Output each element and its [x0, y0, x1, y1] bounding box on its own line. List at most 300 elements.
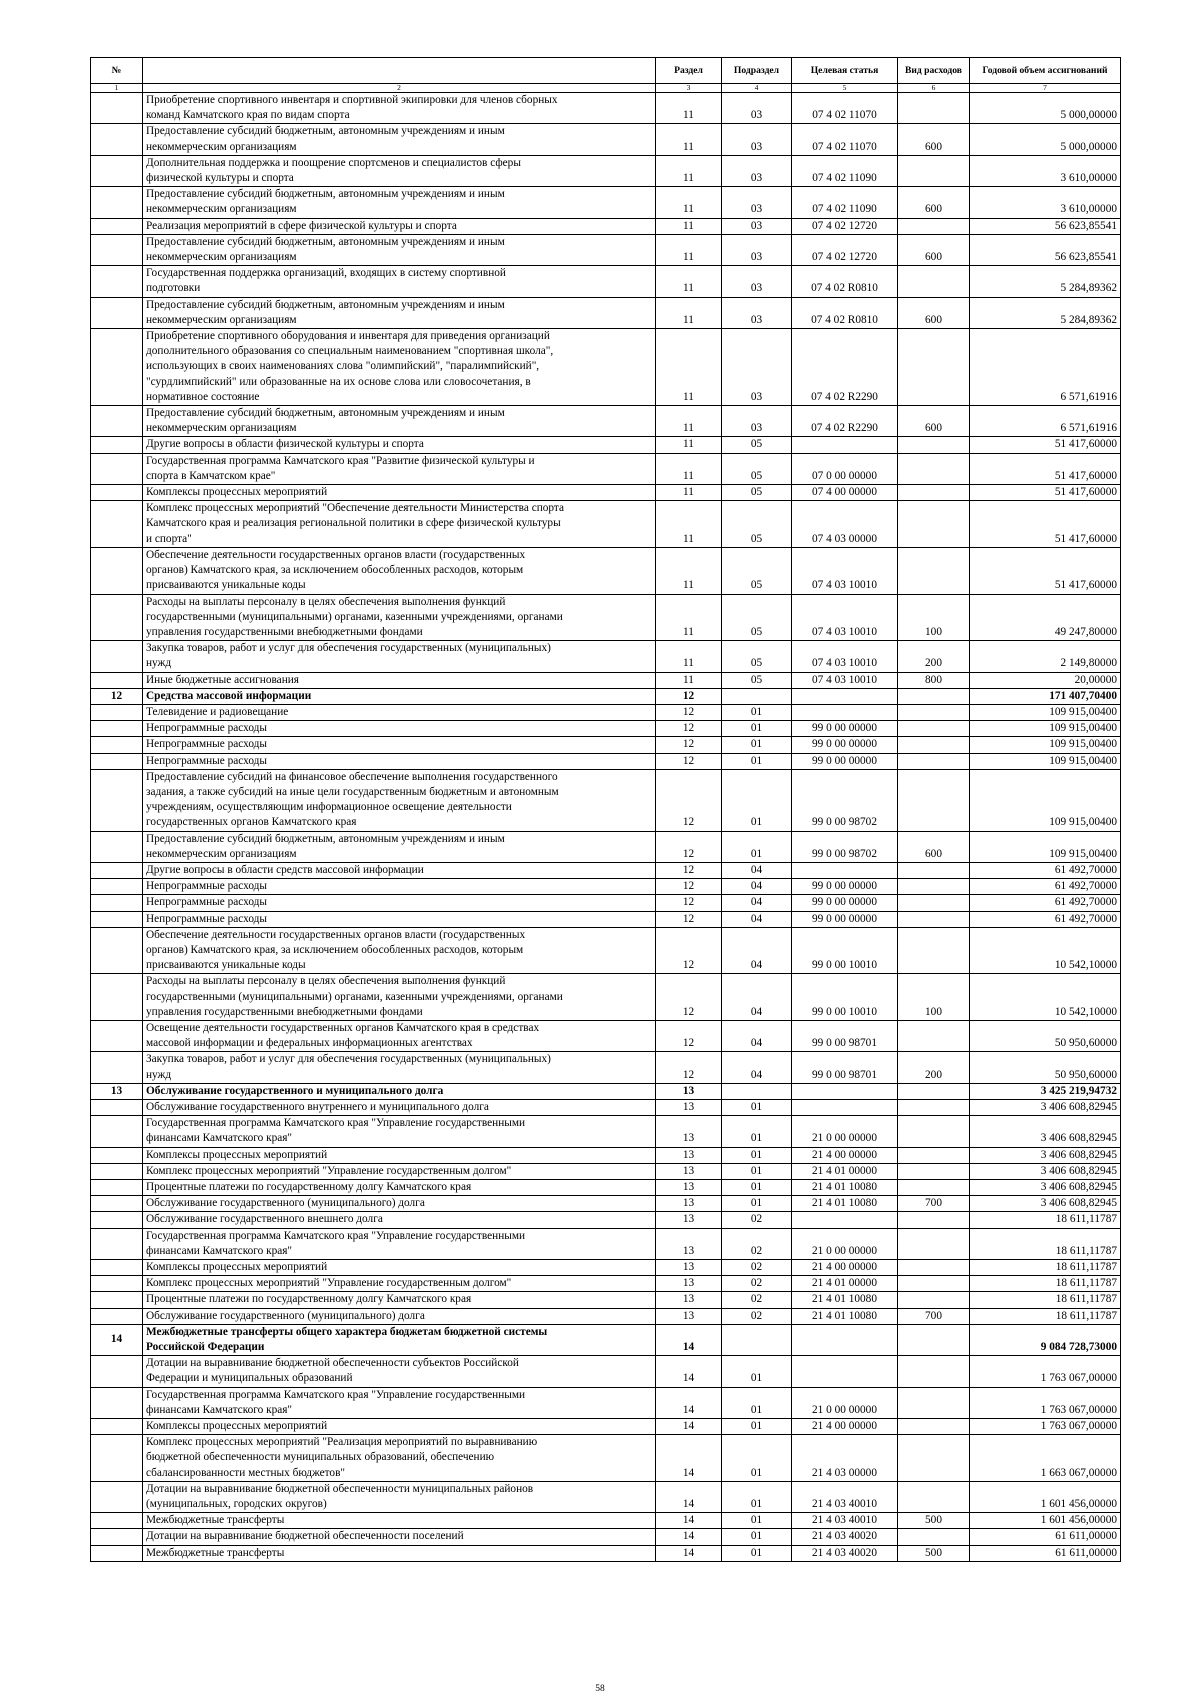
row-number	[91, 911, 143, 927]
row-subsection: 04	[722, 1052, 792, 1083]
row-target: 07 4 02 11090	[792, 187, 898, 218]
row-subsection: 01	[722, 721, 792, 737]
row-amount: 51 417,60000	[970, 501, 1121, 548]
table-row	[91, 218, 1121, 234]
row-name: Комплекс процессных мероприятий "Реализация мероприятий по выравниванию бюджетной обеспеченности муниципальных образований, обеспечению сбалансированности местных бюджетов"	[143, 1435, 656, 1482]
table-row	[91, 155, 1121, 186]
row-amount: 61 492,70000	[970, 911, 1121, 927]
table-row	[91, 1147, 1121, 1163]
row-expense-type: 200	[898, 641, 970, 672]
row-number: 12	[91, 688, 143, 704]
row-amount: 51 417,60000	[970, 437, 1121, 453]
row-expense-type	[898, 485, 970, 501]
row-subsection	[722, 688, 792, 704]
row-amount: 109 915,00400	[970, 737, 1121, 753]
row-name: Другие вопросы в области средств массовой информации	[143, 862, 656, 878]
row-subsection: 01	[722, 1513, 792, 1529]
row-target: 21 4 00 00000	[792, 1260, 898, 1276]
table-row	[91, 329, 1121, 406]
row-target: 21 4 03 40010	[792, 1481, 898, 1512]
table-row	[91, 501, 1121, 548]
row-section: 14	[656, 1356, 722, 1387]
row-subsection: 02	[722, 1276, 792, 1292]
row-amount: 3 406 608,82945	[970, 1100, 1121, 1116]
row-name: Непрограммные расходы	[143, 911, 656, 927]
row-expense-type	[898, 329, 970, 406]
row-number	[91, 1020, 143, 1051]
row-name: Обслуживание государственного внутреннего и муниципального долга	[143, 1100, 656, 1116]
row-number	[91, 1212, 143, 1228]
row-target: 99 0 00 98702	[792, 831, 898, 862]
row-subsection: 04	[722, 879, 792, 895]
row-amount: 109 915,00400	[970, 704, 1121, 720]
row-section: 11	[656, 124, 722, 155]
row-target: 99 0 00 98701	[792, 1052, 898, 1083]
row-section: 13	[656, 1100, 722, 1116]
table-row	[91, 1260, 1121, 1276]
row-amount: 18 611,11787	[970, 1260, 1121, 1276]
row-target: 07 4 02 11070	[792, 124, 898, 155]
row-expense-type	[898, 93, 970, 124]
row-section: 14	[656, 1324, 722, 1355]
row-amount: 109 915,00400	[970, 769, 1121, 831]
row-target: 99 0 00 00000	[792, 879, 898, 895]
table-row	[91, 1180, 1121, 1196]
table-row	[91, 1324, 1121, 1355]
row-amount: 109 915,00400	[970, 831, 1121, 862]
table-body	[91, 93, 1121, 1562]
column-number: 3	[656, 84, 722, 93]
row-name: Непрограммные расходы	[143, 895, 656, 911]
table-row	[91, 485, 1121, 501]
row-section: 12	[656, 769, 722, 831]
row-amount: 61 611,00000	[970, 1529, 1121, 1545]
row-expense-type	[898, 1228, 970, 1259]
row-target: 07 4 03 00000	[792, 501, 898, 548]
row-subsection: 01	[722, 1545, 792, 1561]
row-section: 13	[656, 1292, 722, 1308]
row-number	[91, 974, 143, 1021]
row-amount: 56 623,85541	[970, 218, 1121, 234]
row-target: 21 0 00 00000	[792, 1387, 898, 1418]
row-amount: 109 915,00400	[970, 753, 1121, 769]
row-target: 07 4 03 10010	[792, 594, 898, 641]
row-number	[91, 124, 143, 155]
row-target: 21 4 03 40020	[792, 1545, 898, 1561]
row-name: Непрограммные расходы	[143, 721, 656, 737]
row-number	[91, 1529, 143, 1545]
row-subsection: 04	[722, 927, 792, 974]
row-amount: 5 284,89362	[970, 297, 1121, 328]
row-section: 11	[656, 437, 722, 453]
row-name: Приобретение спортивного инвентаря и спортивной экипировки для членов сборных команд Камчатского края по видам спорта	[143, 93, 656, 124]
row-number	[91, 1419, 143, 1435]
row-subsection	[722, 1324, 792, 1355]
row-target	[792, 1324, 898, 1355]
row-target: 07 4 02 R2290	[792, 406, 898, 437]
table-row	[91, 737, 1121, 753]
row-name: Обслуживание государственного и муниципального долга	[143, 1083, 656, 1099]
table-row	[91, 1292, 1121, 1308]
column-number: 7	[970, 84, 1121, 93]
table-row	[91, 974, 1121, 1021]
row-name: Обеспечение деятельности государственных органов власти (государственных органов) Камчатского края, за исключением обособленных расходов, которым присваиваются уникальные коды	[143, 927, 656, 974]
header-row	[91, 58, 1121, 84]
row-target: 21 0 00 00000	[792, 1228, 898, 1259]
row-target	[792, 704, 898, 720]
row-subsection: 05	[722, 501, 792, 548]
row-expense-type: 600	[898, 124, 970, 155]
table-row	[91, 1196, 1121, 1212]
row-target: 21 4 03 00000	[792, 1435, 898, 1482]
row-subsection: 01	[722, 1356, 792, 1387]
row-number	[91, 1180, 143, 1196]
budget-table	[90, 57, 1121, 1562]
row-subsection: 02	[722, 1260, 792, 1276]
row-target: 07 4 03 10010	[792, 641, 898, 672]
row-number	[91, 1260, 143, 1276]
row-number	[91, 93, 143, 124]
table-row	[91, 1419, 1121, 1435]
row-section: 14	[656, 1419, 722, 1435]
row-expense-type	[898, 1419, 970, 1435]
row-name: Обеспечение деятельности государственных органов власти (государственных органов) Камчатского края, за исключением обособленных расходов, которым присваиваются уникальные коды	[143, 547, 656, 594]
row-name: Расходы на выплаты персоналу в целях обеспечения выполнения функций государственными (муниципальными) органами, казенными учреждениями, органами управления государственными внебюджетными фондами	[143, 974, 656, 1021]
table-row	[91, 879, 1121, 895]
row-number	[91, 297, 143, 328]
row-section: 13	[656, 1260, 722, 1276]
row-section: 13	[656, 1228, 722, 1259]
row-amount: 10 542,10000	[970, 974, 1121, 1021]
table-row	[91, 1052, 1121, 1083]
row-subsection: 01	[722, 753, 792, 769]
row-name: Непрограммные расходы	[143, 737, 656, 753]
row-target: 99 0 00 00000	[792, 737, 898, 753]
row-subsection: 02	[722, 1292, 792, 1308]
row-number	[91, 1163, 143, 1179]
row-amount: 1 763 067,00000	[970, 1419, 1121, 1435]
row-number	[91, 737, 143, 753]
table-row	[91, 1276, 1121, 1292]
row-expense-type	[898, 688, 970, 704]
row-expense-type	[898, 1276, 970, 1292]
row-section: 14	[656, 1545, 722, 1561]
row-number	[91, 704, 143, 720]
row-expense-type	[898, 437, 970, 453]
row-target: 07 4 00 00000	[792, 485, 898, 501]
row-target: 99 0 00 10010	[792, 974, 898, 1021]
row-expense-type	[898, 862, 970, 878]
row-amount: 5 000,00000	[970, 93, 1121, 124]
row-number	[91, 641, 143, 672]
row-amount: 1 601 456,00000	[970, 1481, 1121, 1512]
row-amount: 6 571,61916	[970, 329, 1121, 406]
table-row	[91, 831, 1121, 862]
row-name: Комплексы процессных мероприятий	[143, 485, 656, 501]
table-row	[91, 547, 1121, 594]
row-number	[91, 1196, 143, 1212]
row-target: 99 0 00 00000	[792, 911, 898, 927]
row-expense-type	[898, 1435, 970, 1482]
row-name: Межбюджетные трансферты	[143, 1513, 656, 1529]
row-section: 12	[656, 688, 722, 704]
row-subsection: 03	[722, 93, 792, 124]
row-target: 07 4 02 11070	[792, 93, 898, 124]
row-expense-type: 500	[898, 1513, 970, 1529]
row-expense-type	[898, 547, 970, 594]
row-target	[792, 1356, 898, 1387]
row-subsection: 05	[722, 594, 792, 641]
row-target: 21 4 01 00000	[792, 1163, 898, 1179]
row-number	[91, 1387, 143, 1418]
row-number: 14	[91, 1324, 143, 1355]
row-number	[91, 234, 143, 265]
row-number	[91, 485, 143, 501]
row-name: Предоставление субсидий бюджетным, автономным учреждениям и иным некоммерческим организациям	[143, 187, 656, 218]
row-number	[91, 1481, 143, 1512]
row-target: 07 4 02 R0810	[792, 266, 898, 297]
row-expense-type: 800	[898, 672, 970, 688]
row-amount: 61 492,70000	[970, 879, 1121, 895]
table-row	[91, 641, 1121, 672]
row-section: 12	[656, 704, 722, 720]
row-expense-type	[898, 155, 970, 186]
row-number	[91, 501, 143, 548]
header-name	[143, 58, 656, 84]
row-number	[91, 927, 143, 974]
table-row	[91, 1020, 1121, 1051]
row-name: Предоставление субсидий на финансовое обеспечение выполнения государственного задания, а также субсидий на иные цели государственным бюджетным и автономным учреждениям, осуществляющим информационное освещение деятельности государственных органов Камчатского края	[143, 769, 656, 831]
row-expense-type: 700	[898, 1308, 970, 1324]
row-section: 11	[656, 93, 722, 124]
row-section: 12	[656, 911, 722, 927]
table-row	[91, 688, 1121, 704]
row-expense-type	[898, 769, 970, 831]
row-amount: 61 611,00000	[970, 1545, 1121, 1561]
row-subsection: 01	[722, 1387, 792, 1418]
row-name: Процентные платежи по государственному долгу Камчатского края	[143, 1180, 656, 1196]
row-target	[792, 1100, 898, 1116]
row-amount: 61 492,70000	[970, 862, 1121, 878]
row-section: 12	[656, 974, 722, 1021]
row-number	[91, 1513, 143, 1529]
row-amount: 51 417,60000	[970, 485, 1121, 501]
table-row	[91, 862, 1121, 878]
row-expense-type	[898, 753, 970, 769]
row-target: 07 4 02 12720	[792, 234, 898, 265]
row-name: Расходы на выплаты персоналу в целях обеспечения выполнения функций государственными (муниципальными) органами, казенными учреждениями, органами управления государственными внебюджетными фондами	[143, 594, 656, 641]
row-amount: 18 611,11787	[970, 1292, 1121, 1308]
row-subsection: 01	[722, 1529, 792, 1545]
row-subsection: 03	[722, 155, 792, 186]
row-name: Обслуживание государственного (муниципального) долга	[143, 1196, 656, 1212]
row-section: 12	[656, 737, 722, 753]
row-amount: 171 407,70400	[970, 688, 1121, 704]
row-target: 99 0 00 10010	[792, 927, 898, 974]
column-number: 2	[143, 84, 656, 93]
row-section: 11	[656, 297, 722, 328]
row-section: 13	[656, 1147, 722, 1163]
row-subsection: 03	[722, 234, 792, 265]
row-amount: 51 417,60000	[970, 547, 1121, 594]
row-amount: 1 663 067,00000	[970, 1435, 1121, 1482]
row-expense-type	[898, 1147, 970, 1163]
row-name: Предоставление субсидий бюджетным, автономным учреждениям и иным некоммерческим организациям	[143, 831, 656, 862]
row-target: 07 4 02 R0810	[792, 297, 898, 328]
row-target: 21 4 03 40010	[792, 1513, 898, 1529]
row-target: 99 0 00 00000	[792, 895, 898, 911]
table-row	[91, 453, 1121, 484]
row-section: 11	[656, 329, 722, 406]
column-number-row	[91, 84, 1121, 93]
table-row	[91, 1163, 1121, 1179]
row-section: 11	[656, 187, 722, 218]
row-amount: 9 084 728,73000	[970, 1324, 1121, 1355]
row-section: 11	[656, 485, 722, 501]
row-subsection: 04	[722, 1020, 792, 1051]
row-amount: 3 406 608,82945	[970, 1180, 1121, 1196]
row-name: Комплекс процессных мероприятий "Управление государственным долгом"	[143, 1276, 656, 1292]
table-row	[91, 1308, 1121, 1324]
row-expense-type	[898, 1083, 970, 1099]
row-name: Средства массовой информации	[143, 688, 656, 704]
table-row	[91, 769, 1121, 831]
row-expense-type	[898, 1260, 970, 1276]
row-target: 99 0 00 00000	[792, 721, 898, 737]
row-name: Дотации на выравнивание бюджетной обеспеченности субъектов Российской Федерации и муниципальных образований	[143, 1356, 656, 1387]
row-number	[91, 406, 143, 437]
row-section: 12	[656, 895, 722, 911]
table-row	[91, 1100, 1121, 1116]
row-name: Обслуживание государственного внешнего долга	[143, 1212, 656, 1228]
row-name: Предоставление субсидий бюджетным, автономным учреждениям и иным некоммерческим организациям	[143, 297, 656, 328]
row-name: Непрограммные расходы	[143, 753, 656, 769]
row-amount: 51 417,60000	[970, 453, 1121, 484]
row-subsection: 01	[722, 1196, 792, 1212]
row-number	[91, 218, 143, 234]
row-amount: 109 915,00400	[970, 721, 1121, 737]
table-row	[91, 1513, 1121, 1529]
row-section: 11	[656, 641, 722, 672]
row-expense-type: 600	[898, 831, 970, 862]
table-row	[91, 1545, 1121, 1561]
row-subsection: 03	[722, 124, 792, 155]
row-name: Дотации на выравнивание бюджетной обеспеченности поселений	[143, 1529, 656, 1545]
header-annual-volume: Годовой объем ассигнований	[970, 58, 1121, 84]
row-section: 14	[656, 1481, 722, 1512]
row-expense-type	[898, 1292, 970, 1308]
row-section: 11	[656, 266, 722, 297]
row-name: Государственная программа Камчатского края "Управление государственными финансами Камчатского края"	[143, 1387, 656, 1418]
row-amount: 3 406 608,82945	[970, 1196, 1121, 1212]
row-amount: 3 610,00000	[970, 187, 1121, 218]
row-subsection: 01	[722, 1481, 792, 1512]
row-subsection: 03	[722, 329, 792, 406]
row-amount: 3 425 219,94732	[970, 1083, 1121, 1099]
row-expense-type	[898, 501, 970, 548]
row-expense-type: 600	[898, 187, 970, 218]
row-section: 14	[656, 1435, 722, 1482]
row-subsection: 01	[722, 1163, 792, 1179]
table-row	[91, 1116, 1121, 1147]
row-expense-type: 600	[898, 297, 970, 328]
row-subsection: 01	[722, 1180, 792, 1196]
column-number: 6	[898, 84, 970, 93]
row-amount: 6 571,61916	[970, 406, 1121, 437]
row-amount: 50 950,60000	[970, 1052, 1121, 1083]
row-target: 21 4 01 10080	[792, 1292, 898, 1308]
row-name: Комплекс процессных мероприятий "Управление государственным долгом"	[143, 1163, 656, 1179]
table-row	[91, 895, 1121, 911]
row-section: 12	[656, 753, 722, 769]
row-subsection: 05	[722, 547, 792, 594]
row-number	[91, 187, 143, 218]
row-name: Закупка товаров, работ и услуг для обеспечения государственных (муниципальных) нужд	[143, 641, 656, 672]
table-row	[91, 1529, 1121, 1545]
table-row	[91, 406, 1121, 437]
row-expense-type	[898, 879, 970, 895]
row-number	[91, 769, 143, 831]
row-subsection: 03	[722, 266, 792, 297]
row-subsection: 01	[722, 704, 792, 720]
row-target: 07 4 03 10010	[792, 672, 898, 688]
row-amount: 3 406 608,82945	[970, 1116, 1121, 1147]
row-target: 21 4 01 10080	[792, 1196, 898, 1212]
row-amount: 56 623,85541	[970, 234, 1121, 265]
row-target: 07 4 02 11090	[792, 155, 898, 186]
row-amount: 5 284,89362	[970, 266, 1121, 297]
header-expense-type: Вид расходов	[898, 58, 970, 84]
row-subsection: 05	[722, 453, 792, 484]
row-subsection: 02	[722, 1228, 792, 1259]
row-number	[91, 1100, 143, 1116]
row-expense-type: 100	[898, 594, 970, 641]
row-section: 11	[656, 155, 722, 186]
header-section: Раздел	[656, 58, 722, 84]
row-name: Обслуживание государственного (муниципального) долга	[143, 1308, 656, 1324]
row-expense-type	[898, 1481, 970, 1512]
row-section: 12	[656, 721, 722, 737]
row-subsection: 01	[722, 1147, 792, 1163]
row-target	[792, 1083, 898, 1099]
row-section: 11	[656, 547, 722, 594]
row-number	[91, 1356, 143, 1387]
row-number	[91, 672, 143, 688]
table-row	[91, 1435, 1121, 1482]
table-row	[91, 93, 1121, 124]
row-target: 21 4 03 40020	[792, 1529, 898, 1545]
table-row	[91, 672, 1121, 688]
row-target	[792, 1212, 898, 1228]
row-amount: 2 149,80000	[970, 641, 1121, 672]
budget-table-sheet	[90, 57, 1120, 1562]
table-row	[91, 1387, 1121, 1418]
row-section: 13	[656, 1116, 722, 1147]
row-section: 11	[656, 501, 722, 548]
row-number	[91, 594, 143, 641]
row-amount: 20,00000	[970, 672, 1121, 688]
row-name: Государственная поддержка организаций, входящих в систему спортивной подготовки	[143, 266, 656, 297]
row-subsection: 04	[722, 862, 792, 878]
row-number	[91, 1147, 143, 1163]
table-row	[91, 911, 1121, 927]
row-amount: 3 610,00000	[970, 155, 1121, 186]
row-subsection: 01	[722, 1100, 792, 1116]
table-row	[91, 297, 1121, 328]
row-target: 21 4 01 00000	[792, 1276, 898, 1292]
row-subsection: 01	[722, 1116, 792, 1147]
row-section: 12	[656, 1020, 722, 1051]
